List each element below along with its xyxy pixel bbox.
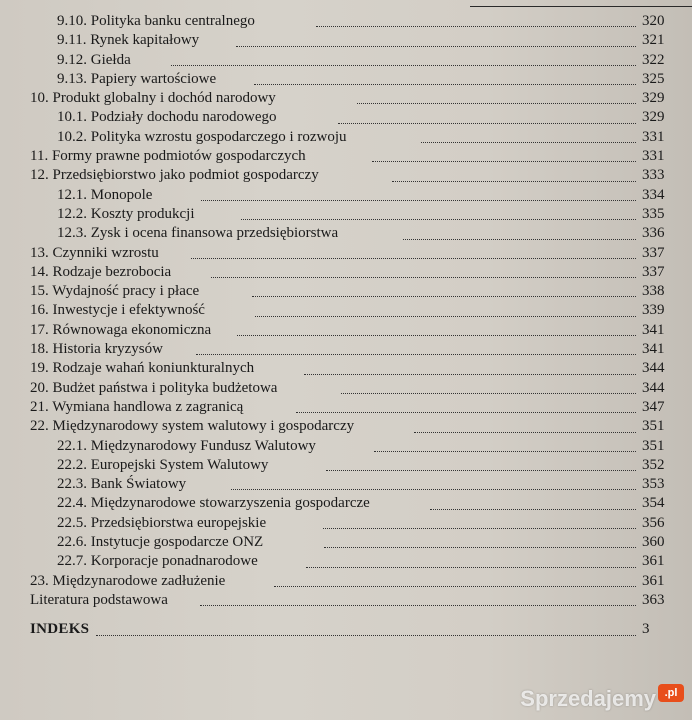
toc-entry-label: Literatura podstawowa	[30, 591, 168, 608]
toc-row	[30, 89, 682, 108]
toc-dot-leader	[96, 635, 636, 636]
toc-entry-label: 21. Wymiana handlowa z zagranicą	[30, 398, 244, 415]
toc-entry-label: 15. Wydajność pracy i płace	[30, 283, 200, 300]
toc-row	[30, 321, 682, 340]
toc-dot-leader	[296, 412, 636, 413]
toc-dot-leader	[338, 123, 636, 124]
toc-dot-leader	[241, 219, 636, 220]
watermark-badge: .pl	[658, 684, 684, 702]
toc-entry-label: 22.5. Przedsiębiorstwa europejskie	[57, 514, 267, 531]
toc-row	[30, 456, 682, 475]
toc-dot-leader	[254, 84, 636, 85]
toc-entry-label: 12. Przedsiębiorstwo jako podmiot gospodarczy	[30, 167, 319, 184]
toc-page-number: 335	[642, 205, 665, 222]
toc-page-number: 354	[642, 495, 665, 512]
toc-dot-leader	[191, 258, 636, 259]
toc-entry-label: 16. Inwestycje i efektywność	[30, 302, 205, 319]
toc-page-number: 363	[642, 591, 665, 608]
toc-entry-label: 13. Czynniki wzrostu	[30, 244, 159, 261]
toc-page-number: 338	[642, 283, 665, 300]
toc-page-number: 320	[642, 13, 665, 29]
toc-page-number: 352	[642, 456, 665, 473]
toc-dot-leader	[252, 296, 636, 297]
toc-entry-label: 20. Budżet państwa i polityka budżetowa	[30, 379, 278, 396]
toc-row	[30, 263, 682, 282]
toc-dot-leader	[196, 354, 636, 355]
toc-row	[30, 205, 682, 224]
toc-row-index	[30, 620, 682, 639]
toc-page-number: 347	[642, 398, 665, 415]
toc-page-number: 334	[642, 186, 665, 203]
toc-dot-leader	[211, 277, 636, 278]
toc-dot-leader	[374, 451, 636, 452]
toc-dot-leader	[357, 103, 636, 104]
toc-row	[30, 70, 682, 89]
toc-page-number: 329	[642, 90, 665, 107]
toc-row	[30, 437, 682, 456]
toc-dot-leader	[414, 432, 636, 433]
toc-row	[30, 12, 682, 31]
toc-page-number: 361	[642, 553, 665, 570]
toc-page-number: 333	[642, 167, 665, 184]
toc-row	[30, 533, 682, 552]
toc-entry-label: 19. Rodzaje wahań koniunkturalnych	[30, 360, 255, 377]
toc-dot-leader	[237, 335, 636, 336]
toc-row	[30, 475, 682, 494]
toc-row	[30, 166, 682, 185]
toc-entry-label: 9.10. Polityka banku centralnego	[57, 13, 255, 29]
toc-entry-label: INDEKS	[30, 621, 90, 638]
toc-page-number: 351	[642, 437, 665, 454]
toc-row	[30, 398, 682, 417]
toc-page-number: 341	[642, 321, 665, 338]
table-of-contents	[30, 12, 682, 640]
toc-page-number: 337	[642, 244, 665, 261]
toc-page-number: 321	[642, 32, 665, 49]
toc-page-number: 356	[642, 514, 665, 531]
toc-entry-label: 10. Produkt globalny i dochód narodowy	[30, 90, 276, 107]
toc-entry-label: 22.4. Międzynarodowe stowarzyszenia gospodarcze	[57, 495, 370, 512]
toc-entry-label: 9.11. Rynek kapitałowy	[57, 32, 200, 49]
toc-entry-label: 22.7. Korporacje ponadnarodowe	[57, 553, 258, 570]
toc-dot-leader	[306, 567, 636, 568]
toc-entry-label: 22.3. Bank Światowy	[57, 476, 187, 493]
toc-entry-label: 12.2. Koszty produkcji	[57, 205, 195, 222]
toc-row	[30, 244, 682, 263]
toc-page-number: 329	[642, 109, 665, 126]
toc-dot-leader	[324, 547, 636, 548]
toc-dot-leader	[255, 316, 636, 317]
toc-dot-leader	[200, 605, 636, 606]
toc-page-number: 331	[642, 128, 665, 145]
toc-row	[30, 591, 682, 610]
toc-entry-label: 22.2. Europejski System Walutowy	[57, 456, 269, 473]
header-rule	[470, 6, 692, 7]
toc-row	[30, 379, 682, 398]
toc-spacer	[30, 610, 682, 620]
toc-dot-leader	[201, 200, 636, 201]
toc-entry-label: 9.13. Papiery wartościowe	[57, 70, 217, 87]
toc-entry-label: 12.1. Monopole	[57, 186, 153, 203]
toc-entry-label: 10.1. Podziały dochodu narodowego	[57, 109, 277, 126]
toc-row	[30, 282, 682, 301]
toc-row	[30, 340, 682, 359]
toc-dot-leader	[372, 161, 636, 162]
toc-row	[30, 51, 682, 70]
toc-page-number: 337	[642, 263, 665, 280]
toc-dot-leader	[421, 142, 636, 143]
toc-dot-leader	[316, 26, 636, 27]
toc-row	[30, 224, 682, 243]
toc-row	[30, 572, 682, 591]
toc-row	[30, 514, 682, 533]
toc-page-number: 361	[642, 572, 665, 589]
toc-entry-label: 11. Formy prawne podmiotów gospodarczych	[30, 148, 306, 165]
toc-page-number: 353	[642, 476, 665, 493]
toc-entry-label: 9.12. Giełda	[57, 51, 131, 68]
toc-row	[30, 128, 682, 147]
toc-dot-leader	[323, 528, 636, 529]
toc-row	[30, 301, 682, 320]
toc-dot-leader	[341, 393, 636, 394]
toc-dot-leader	[171, 65, 636, 66]
toc-row	[30, 494, 682, 513]
toc-entry-label: 22.6. Instytucje gospodarcze ONZ	[57, 534, 264, 551]
toc-entry-label: 23. Międzynarodowe zadłużenie	[30, 572, 226, 589]
toc-page-number: 344	[642, 379, 665, 396]
toc-page-number: 331	[642, 148, 665, 165]
toc-page-number: 339	[642, 302, 665, 319]
toc-row	[30, 108, 682, 127]
toc-page-number: 351	[642, 418, 665, 435]
toc-page-number: 336	[642, 225, 665, 242]
toc-row	[30, 147, 682, 166]
toc-entry-label: 14. Rodzaje bezrobocia	[30, 263, 172, 280]
toc-page-number: 344	[642, 360, 665, 377]
watermark-text: Sprzedajemy	[520, 686, 656, 711]
toc-page-number: 3	[642, 621, 650, 638]
toc-dot-leader	[274, 586, 636, 587]
toc-dot-leader	[403, 239, 636, 240]
toc-entry-label: 18. Historia kryzysów	[30, 341, 163, 358]
toc-page-number: 322	[642, 51, 665, 68]
toc-entry-label: 12.3. Zysk i ocena finansowa przedsiębiorstwa	[57, 225, 339, 242]
toc-row	[30, 417, 682, 436]
toc-page-number: 360	[642, 534, 665, 551]
toc-row	[30, 552, 682, 571]
toc-page-number: 325	[642, 70, 665, 87]
toc-row	[30, 186, 682, 205]
toc-row	[30, 31, 682, 50]
toc-dot-leader	[236, 46, 636, 47]
toc-dot-leader	[231, 489, 636, 490]
toc-dot-leader	[430, 509, 636, 510]
toc-dot-leader	[326, 470, 636, 471]
toc-page-number: 341	[642, 341, 665, 358]
toc-dot-leader	[392, 181, 636, 182]
watermark	[520, 686, 684, 712]
toc-entry-label: 17. Równowaga ekonomiczna	[30, 321, 212, 338]
toc-row	[30, 359, 682, 378]
toc-entry-label: 22.1. Międzynarodowy Fundusz Walutowy	[57, 437, 316, 454]
toc-entry-label: 22. Międzynarodowy system walutowy i gospodarczy	[30, 418, 355, 435]
toc-dot-leader	[304, 374, 636, 375]
toc-entry-label: 10.2. Polityka wzrostu gospodarczego i rozwoju	[57, 128, 347, 145]
